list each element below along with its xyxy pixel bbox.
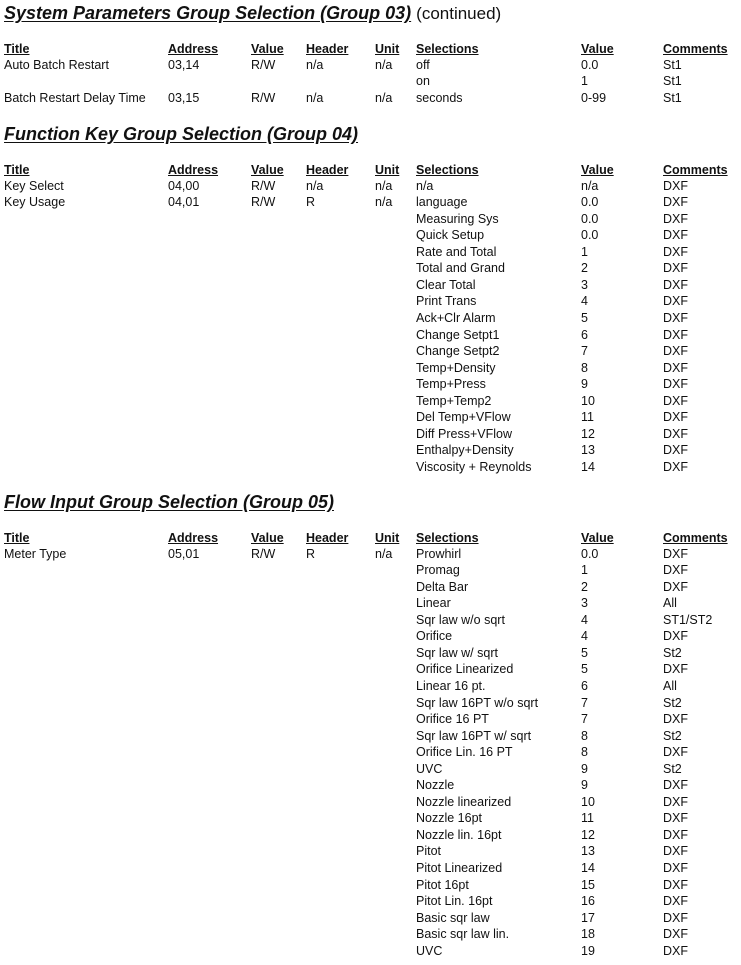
cell-selection: Linear: [416, 596, 451, 611]
cell-selection-value: 8: [581, 728, 588, 743]
cell-selection-value: 6: [581, 327, 588, 342]
cell-selection: UVC: [416, 943, 443, 958]
cell-value: R/W: [251, 195, 276, 210]
cell-selection-value: 17: [581, 910, 595, 925]
cell-comment: All: [663, 678, 677, 693]
cell-selection: Temp+Temp2: [416, 393, 492, 408]
table-row: [0, 393, 741, 410]
cell-comment: DXF: [663, 344, 688, 359]
cell-selection-value: 0.0: [581, 228, 599, 243]
cell-selection-value: 3: [581, 277, 588, 292]
column-header-selection: Selections: [416, 163, 479, 177]
cell-comment: DXF: [663, 546, 688, 561]
table-row: [0, 661, 741, 678]
table-row: [0, 926, 741, 943]
column-header-selection-value: Value: [581, 531, 614, 545]
cell-title: Auto Batch Restart: [4, 57, 109, 72]
cell-selection-value: 4: [581, 612, 588, 627]
cell-value: R/W: [251, 90, 276, 105]
cell-value: R/W: [251, 57, 276, 72]
cell-selection-value: 9: [581, 761, 588, 776]
cell-header: n/a: [306, 178, 324, 193]
column-header-selection: Selections: [416, 42, 479, 56]
table-row: [0, 728, 741, 745]
table-row: [0, 761, 741, 778]
cell-comment: DXF: [663, 277, 688, 292]
cell-comment: DXF: [663, 377, 688, 392]
cell-comment: DXF: [663, 426, 688, 441]
cell-selection: Nozzle: [416, 778, 455, 793]
cell-selection: Rate and Total: [416, 244, 497, 259]
column-header-unit: Unit: [375, 531, 400, 545]
table-row: [0, 711, 741, 728]
column-header-selection-value: Value: [581, 42, 614, 56]
column-header-header: Header: [306, 531, 349, 545]
cell-selection-value: 7: [581, 695, 588, 710]
column-header-unit: Unit: [375, 163, 400, 177]
cell-selection: Temp+Press: [416, 377, 486, 392]
cell-selection: Pitot Lin. 16pt: [416, 894, 493, 909]
cell-comment: St2: [663, 695, 682, 710]
cell-selection-value: 9: [581, 377, 588, 392]
section-title: [4, 3, 501, 24]
table-row: [0, 678, 741, 695]
cell-selection: Nozzle linearized: [416, 794, 512, 809]
cell-header: n/a: [306, 90, 324, 105]
cell-selection-value: 3: [581, 596, 588, 611]
cell-comment: DXF: [663, 910, 688, 925]
table-row: [0, 893, 741, 910]
cell-selection: Nozzle 16pt: [416, 811, 483, 826]
cell-selection-value: 18: [581, 927, 595, 942]
cell-comment: DXF: [663, 393, 688, 408]
cell-selection: Linear 16 pt.: [416, 678, 486, 693]
cell-comment: DXF: [663, 861, 688, 875]
table-row: [0, 910, 741, 927]
column-header-selection-value: Value: [581, 163, 614, 177]
table-row: [0, 327, 741, 344]
table-row: [0, 595, 741, 612]
table-row: [0, 194, 741, 211]
cell-selection: Sqr law w/o sqrt: [416, 612, 505, 627]
cell-selection: Diff Press+VFlow: [416, 426, 512, 441]
section-title: [4, 492, 334, 513]
cell-unit: n/a: [375, 90, 393, 105]
cell-selection: language: [416, 195, 468, 210]
cell-comment: DXF: [663, 943, 688, 958]
cell-selection-value: 15: [581, 877, 595, 892]
table-row: [0, 376, 741, 393]
cell-selection: Pitot 16pt: [416, 877, 469, 892]
section-title-suffix: (continued): [416, 4, 502, 23]
cell-selection-value: 10: [581, 393, 595, 408]
cell-selection: seconds: [416, 90, 463, 105]
cell-selection-value: 13: [581, 443, 595, 458]
table-row: [0, 744, 741, 761]
cell-comment: DXF: [663, 778, 688, 793]
table-row: [0, 877, 741, 894]
cell-selection: Nozzle lin. 16pt: [416, 827, 502, 842]
cell-title: Meter Type: [4, 546, 67, 561]
cell-selection: Orifice: [416, 629, 453, 644]
cell-selection: Measuring Sys: [416, 211, 499, 226]
cell-address: 03,14: [168, 57, 200, 72]
cell-comment: DXF: [663, 195, 688, 210]
cell-selection: Delta Bar: [416, 579, 469, 594]
cell-selection: Pitot: [416, 844, 442, 859]
cell-comment: DXF: [663, 579, 688, 594]
cell-comment: St1: [663, 57, 682, 72]
column-header-value: Value: [251, 42, 284, 56]
cell-title: Batch Restart Delay Time: [4, 90, 146, 105]
cell-comment: DXF: [663, 443, 688, 458]
cell-header: R: [306, 546, 316, 561]
cell-selection: Pitot Linearized: [416, 861, 503, 875]
cell-selection-value: 11: [581, 811, 594, 826]
cell-selection: Prowhirl: [416, 546, 462, 561]
cell-comment: DXF: [663, 459, 688, 474]
cell-header: n/a: [306, 57, 324, 72]
cell-selection-value: 14: [581, 459, 595, 474]
table-row: [0, 695, 741, 712]
cell-comment: DXF: [663, 360, 688, 375]
column-header-selection: Selections: [416, 531, 479, 545]
cell-selection-value: 11: [581, 410, 594, 425]
section-title: [4, 124, 358, 145]
cell-selection: Orifice Linearized: [416, 662, 514, 677]
table-row: [0, 277, 741, 294]
cell-comment: DXF: [663, 410, 688, 425]
cell-selection: Clear Total: [416, 277, 476, 292]
cell-selection-value: 7: [581, 712, 588, 727]
cell-selection-value: 14: [581, 861, 595, 875]
cell-comment: St2: [663, 761, 682, 776]
cell-selection-value: 1: [581, 74, 588, 89]
cell-selection-value: 2: [581, 261, 588, 276]
cell-comment: DXF: [663, 745, 688, 760]
cell-selection-value: 13: [581, 844, 595, 859]
table-row: [0, 579, 741, 596]
cell-comment: St1: [663, 90, 682, 105]
table-row: [0, 343, 741, 360]
cell-comment: DXF: [663, 563, 688, 578]
table-row: [0, 73, 741, 90]
cell-comment: DXF: [663, 712, 688, 727]
column-header-address: Address: [168, 531, 219, 545]
cell-selection: Sqr law w/ sqrt: [416, 645, 498, 660]
cell-comment: St2: [663, 645, 682, 660]
column-header-address: Address: [168, 163, 219, 177]
cell-selection-value: 1: [581, 244, 588, 259]
cell-title: Key Usage: [4, 195, 66, 210]
section-title-text: Flow Input Group Selection (Group 05): [4, 492, 334, 512]
cell-selection: Orifice 16 PT: [416, 712, 489, 727]
cell-comment: DXF: [663, 294, 688, 309]
table-row: [0, 260, 741, 277]
cell-selection-value: 10: [581, 794, 595, 809]
column-header-address: Address: [168, 42, 219, 56]
cell-comment: DXF: [663, 244, 688, 259]
table-row: [0, 794, 741, 811]
table-row: [0, 244, 741, 261]
column-header-header: Header: [306, 42, 349, 56]
cell-selection-value: 16: [581, 894, 595, 909]
table-row: [0, 645, 741, 662]
cell-comment: DXF: [663, 894, 688, 909]
column-header-comment: Comments: [663, 531, 728, 545]
cell-selection-value: 6: [581, 678, 588, 693]
cell-comment: DXF: [663, 211, 688, 226]
table-row: [0, 293, 741, 310]
cell-selection: off: [416, 57, 430, 72]
cell-selection-value: 0.0: [581, 195, 599, 210]
cell-selection-value: 0.0: [581, 57, 599, 72]
cell-selection: Quick Setup: [416, 228, 485, 243]
table-row: [0, 426, 741, 443]
cell-comment: St1: [663, 74, 682, 89]
cell-address: 03,15: [168, 90, 200, 105]
table-row: [0, 562, 741, 579]
cell-selection: UVC: [416, 761, 443, 776]
column-header-title: Title: [4, 531, 30, 545]
cell-selection: Ack+Clr Alarm: [416, 310, 496, 325]
cell-selection-value: n/a: [581, 178, 599, 193]
cell-selection: Change Setpt1: [416, 327, 500, 342]
cell-selection-value: 5: [581, 662, 588, 677]
cell-comment: DXF: [663, 310, 688, 325]
cell-selection: Total and Grand: [416, 261, 505, 276]
cell-address: 04,01: [168, 195, 200, 210]
column-header-value: Value: [251, 163, 284, 177]
cell-comment: DXF: [663, 877, 688, 892]
column-header-value: Value: [251, 531, 284, 545]
cell-selection: Basic sqr law lin.: [416, 927, 510, 942]
cell-selection: Viscosity + Reynolds: [416, 459, 532, 474]
cell-comment: DXF: [663, 927, 688, 942]
cell-selection-value: 4: [581, 629, 588, 644]
cell-comment: DXF: [663, 228, 688, 243]
cell-selection-value: 0.0: [581, 546, 599, 561]
cell-comment: DXF: [663, 844, 688, 859]
cell-address: 04,00: [168, 178, 200, 193]
cell-comment: St2: [663, 728, 682, 743]
cell-selection-value: 0.0: [581, 211, 599, 226]
cell-header: R: [306, 195, 316, 210]
section-title-text: System Parameters Group Selection (Group 03): [4, 3, 412, 23]
cell-selection-value: 0-99: [581, 90, 607, 105]
section-title-text: Function Key Group Selection (Group 04): [4, 124, 359, 144]
cell-selection-value: 5: [581, 645, 588, 660]
cell-selection-value: 12: [581, 827, 595, 842]
table-row: [0, 843, 741, 860]
cell-comment: DXF: [663, 811, 688, 826]
table-row: [0, 546, 741, 563]
column-header-unit: Unit: [375, 42, 400, 56]
table-row: [0, 57, 741, 74]
cell-comment: DXF: [663, 261, 688, 276]
cell-selection-value: 19: [581, 943, 595, 958]
cell-selection: Basic sqr law: [416, 910, 490, 925]
table-header-row: [0, 529, 741, 546]
cell-unit: n/a: [375, 178, 393, 193]
cell-selection-value: 4: [581, 294, 588, 309]
cell-selection-value: 12: [581, 426, 595, 441]
cell-selection: Sqr law 16PT w/o sqrt: [416, 695, 539, 710]
cell-unit: n/a: [375, 546, 393, 561]
cell-comment: DXF: [663, 327, 688, 342]
cell-unit: n/a: [375, 195, 393, 210]
cell-unit: n/a: [375, 57, 393, 72]
table-row: [0, 810, 741, 827]
cell-comment: DXF: [663, 662, 688, 677]
cell-selection-value: 5: [581, 310, 588, 325]
cell-selection-value: 8: [581, 745, 588, 760]
table-row: [0, 777, 741, 794]
table-row: [0, 442, 741, 459]
cell-selection: Enthalpy+Density: [416, 443, 514, 458]
cell-selection: Change Setpt2: [416, 344, 500, 359]
cell-value: R/W: [251, 546, 276, 561]
cell-comment: DXF: [663, 794, 688, 809]
table-row: [0, 211, 741, 228]
cell-comment: DXF: [663, 827, 688, 842]
column-header-title: Title: [4, 163, 30, 177]
cell-selection: Print Trans: [416, 294, 477, 309]
table-row: [0, 943, 741, 960]
cell-comment: DXF: [663, 629, 688, 644]
cell-comment: DXF: [663, 178, 688, 193]
cell-selection: Promag: [416, 563, 460, 578]
cell-selection: Sqr law 16PT w/ sqrt: [416, 728, 532, 743]
table-row: [0, 227, 741, 244]
column-header-comment: Comments: [663, 42, 728, 56]
table-header-row: [0, 40, 741, 57]
cell-selection: Del Temp+VFlow: [416, 410, 511, 425]
table-row: [0, 612, 741, 629]
table-row: [0, 459, 741, 476]
column-header-header: Header: [306, 163, 349, 177]
table-row: [0, 860, 741, 877]
column-header-title: Title: [4, 42, 30, 56]
table-row: [0, 178, 741, 195]
cell-address: 05,01: [168, 546, 200, 561]
cell-selection-value: 1: [581, 563, 588, 578]
table-row: [0, 90, 741, 107]
cell-selection: Temp+Density: [416, 360, 496, 375]
cell-selection: on: [416, 74, 430, 89]
cell-value: R/W: [251, 178, 276, 193]
cell-selection: Orifice Lin. 16 PT: [416, 745, 513, 760]
cell-selection-value: 9: [581, 778, 588, 793]
table-row: [0, 360, 741, 377]
cell-selection-value: 8: [581, 360, 588, 375]
cell-comment: ST1/ST2: [663, 612, 713, 627]
table-header-row: [0, 161, 741, 178]
cell-selection-value: 2: [581, 579, 588, 594]
cell-title: Key Select: [4, 178, 64, 193]
table-row: [0, 310, 741, 327]
cell-selection-value: 7: [581, 344, 588, 359]
cell-comment: All: [663, 596, 677, 611]
cell-selection: n/a: [416, 178, 434, 193]
table-row: [0, 827, 741, 844]
table-row: [0, 628, 741, 645]
table-row: [0, 409, 741, 426]
column-header-comment: Comments: [663, 163, 728, 177]
